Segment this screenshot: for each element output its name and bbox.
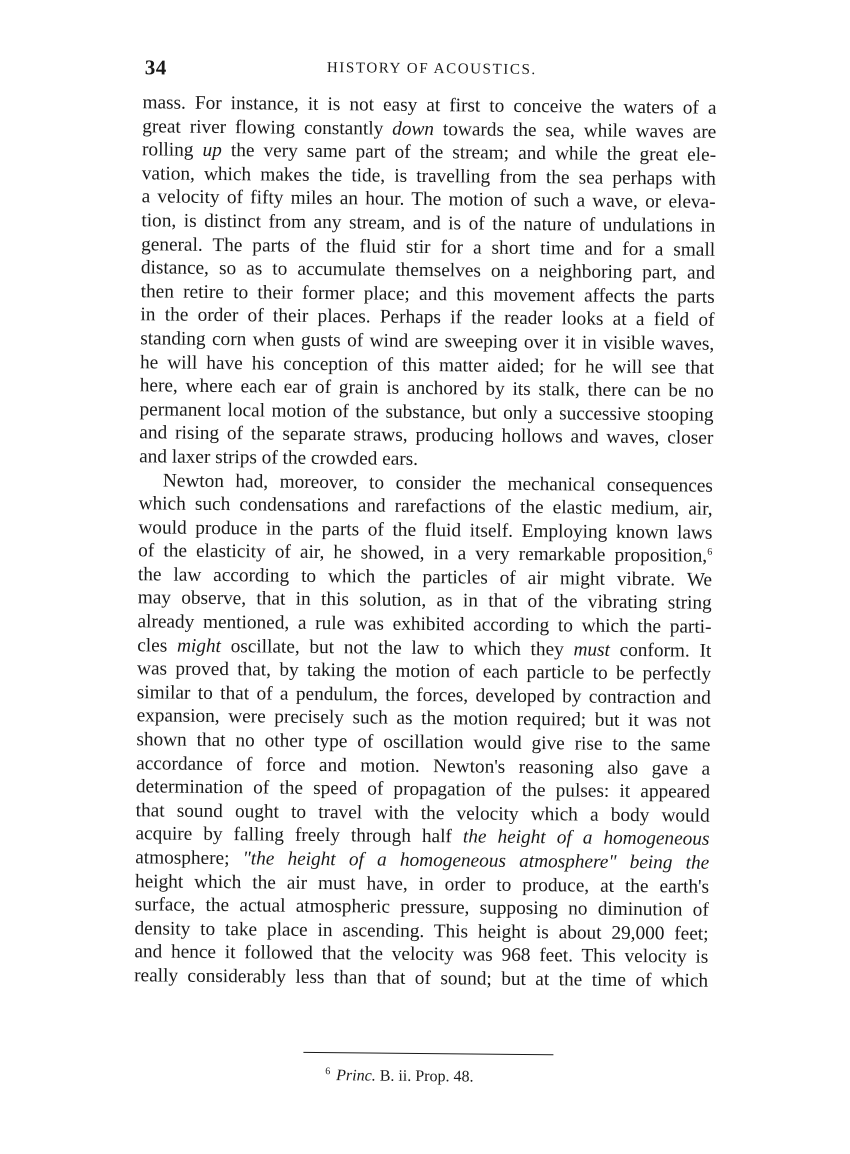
footnote-reference: B. ii. Prop. 48. <box>379 1067 474 1086</box>
running-head: HISTORY OF ACOUSTICS. <box>326 60 537 79</box>
text-line: really considerably less than that of sound; but at the time of which <box>134 965 709 992</box>
italic-phrase: up <box>202 140 222 162</box>
footnote-reference-mark: 6 <box>707 546 713 559</box>
text-line: of the elasticity of air, he showed, in a very remarkable proposition,$^6$ <box>138 540 713 567</box>
footnote-rule <box>303 1052 553 1055</box>
text-line: already mentioned, a rule was exhibited according to which the parti- <box>137 611 712 638</box>
text-line: permanent local motion of the substance, but only a successive stooping <box>139 398 714 426</box>
footnote-marker: 6 <box>325 1066 331 1078</box>
text-line: was proved that, by taking the motion of each particle to be perfectly <box>136 658 712 685</box>
text-line: determination of the speed of propagation of the pulses: it appeared <box>135 776 711 803</box>
footnote <box>325 1066 474 1086</box>
body-text <box>134 91 717 993</box>
text-line: great river flowing constantly down towards the sea, while waves are <box>142 115 717 143</box>
italic-phrase: the height of a homogeneous <box>462 826 710 851</box>
paragraph-end-line: and laxer strips of the crowded ears. <box>139 446 419 470</box>
text-line: standing corn when gusts of wind are sweeping over it in visible waves, <box>140 328 715 355</box>
page-number: 34 <box>144 55 167 80</box>
text-line: density to take place in ascending. This height is about 29,000 feet; <box>134 918 709 945</box>
text-line: here, where each ear of grain is anchored by its stalk, there can be no <box>139 375 714 402</box>
text-line: mass. For instance, it is not easy at first to conceive the waters of a <box>142 92 717 119</box>
text-line: general. The parts of the fluid stir for a short time and for a small <box>141 233 716 261</box>
text-line: atmosphere; "the height of a homogeneous atmosphere" being the <box>135 847 710 874</box>
text-line: acquire by falling freely through half the height of a homogeneous <box>135 823 710 851</box>
text-line: surface, the actual atmospheric pressure, supposing no diminution of <box>134 894 709 921</box>
text-line: rolling up the very same part of the stream; and while the great ele- <box>141 139 717 166</box>
page-header <box>145 55 719 91</box>
text-line: then retire to their former place; and this movement affects the parts <box>140 281 715 308</box>
text-line: may observe, that in this solution, as in that of the vibrating string <box>137 587 712 615</box>
text-line: vation, which makes the tide, is travelling from the sea perhaps with <box>141 163 716 190</box>
text-line: and rising of the separate straws, producing hollows and waves, closer <box>139 422 714 450</box>
text-line: would produce in the parts of the fluid itself. Employing known laws <box>138 516 713 544</box>
text-line: distance, so as to accumulate themselves on a neighboring part, and <box>140 257 716 284</box>
text-line: similar to that of a pendulum, the forces, developed by contraction and <box>136 682 711 709</box>
text-line: shown that no other type of oscillation would give rise to the same <box>136 729 711 756</box>
text-line: the law according to which the particles of air might vibrate. We <box>137 564 713 591</box>
text-line: he will have his conception of this matter aided; for he will see that <box>139 351 715 379</box>
italic-phrase: "the height of a homogeneous atmosphere" being the <box>229 848 710 874</box>
paragraph-start-line: Newton had, moreover, to consider the mechanical consequences <box>162 469 713 497</box>
text-line: cles might oscillate, but not the law to which they must conform. It <box>137 634 712 662</box>
text-line: a velocity of fifty miles an hour. The motion of such a wave, or eleva- <box>141 186 716 214</box>
text-line: tion, is distinct from any stream, and is of the nature of undulations in <box>141 210 716 237</box>
text-line: which such condensations and rarefactions of the elastic medium, air, <box>138 493 713 520</box>
italic-phrase: might <box>176 635 222 657</box>
text-line: height which the air must have, in order to produce, at the earth's <box>134 870 710 898</box>
footnote-title: Princ. <box>336 1067 376 1085</box>
italic-phrase: down <box>392 118 435 140</box>
text-line: that sound ought to travel with the velocity which a body would <box>135 800 710 827</box>
text-line: expansion, were precisely such as the motion required; but it was not <box>136 705 711 733</box>
text-line: accordance of force and motion. Newton's reasoning also gave a <box>136 752 711 780</box>
text-line: in the order of their places. Perhaps if the reader looks at a field of <box>140 304 715 332</box>
italic-phrase: must <box>573 639 611 661</box>
text-line: and hence it followed that the velocity was 968 feet. This velocity is <box>134 941 709 969</box>
